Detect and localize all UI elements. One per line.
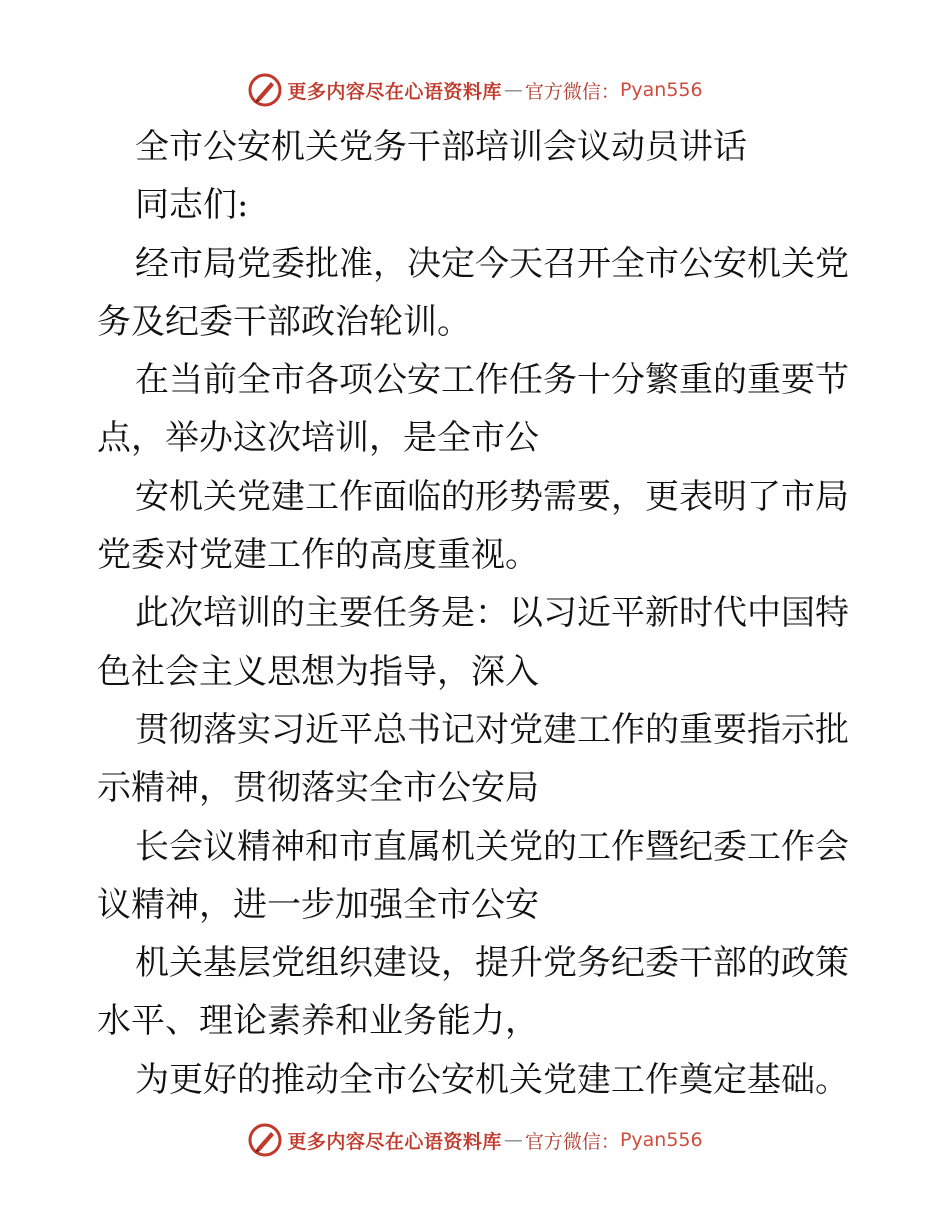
text-line: 水平、理论素养和业务能力， — [97, 1001, 539, 1042]
text-line: 全市公安机关党务干部培训会议动员讲话 — [135, 127, 747, 167]
watermark-account: Pyan556 — [619, 1129, 703, 1151]
footer-watermark — [0, 1120, 950, 1160]
pen-seal-icon — [247, 1122, 283, 1158]
text-line: 议精神，进一步加强全市公安 — [97, 884, 539, 925]
text-line: 长会议精神和市直属机关党的工作暨纪委工作会 — [135, 826, 849, 867]
watermark-main-text: 更多内容尽在心语资料库 — [287, 1130, 502, 1153]
watermark-separator: — — [503, 79, 523, 101]
document-body — [97, 118, 877, 1109]
watermark-main-text: 更多内容尽在心语资料库 — [287, 80, 502, 103]
text-line: 此次培训的主要任务是：以习近平新时代中国特 — [135, 593, 849, 634]
watermark-account: Pyan556 — [619, 79, 703, 101]
text-line: 同志们: — [135, 185, 249, 226]
text-line: 经市局党委批准，决定今天召开全市公安机关党 — [135, 243, 849, 284]
watermark-label: 官方微信： — [524, 1130, 620, 1153]
watermark-separator: — — [503, 1129, 523, 1151]
text-line: 示精神，贯彻落实全市公安局 — [97, 768, 539, 809]
pen-seal-icon — [247, 72, 283, 108]
watermark-label: 官方微信： — [524, 80, 620, 103]
text-line: 机关基层党组织建设，提升党务纪委干部的政策 — [135, 943, 849, 984]
header-watermark — [0, 70, 950, 110]
text-line: 点，举办这次培训，是全市公 — [97, 418, 539, 459]
text-line: 安机关党建工作面临的形势需要，更表明了市局 — [135, 476, 849, 517]
text-line: 党委对党建工作的高度重视。 — [97, 535, 539, 576]
text-line: 为更好的推动全市公安机关党建工作奠定基础。 — [135, 1059, 849, 1100]
text-line: 贯彻落实习近平总书记对党建工作的重要指示批 — [135, 709, 849, 750]
text-line: 务及纪委干部政治轮训。 — [97, 301, 471, 342]
text-line: 在当前全市各项公安工作任务十分繁重的重要节 — [135, 360, 849, 401]
text-line: 色社会主义思想为指导，深入 — [97, 651, 539, 692]
